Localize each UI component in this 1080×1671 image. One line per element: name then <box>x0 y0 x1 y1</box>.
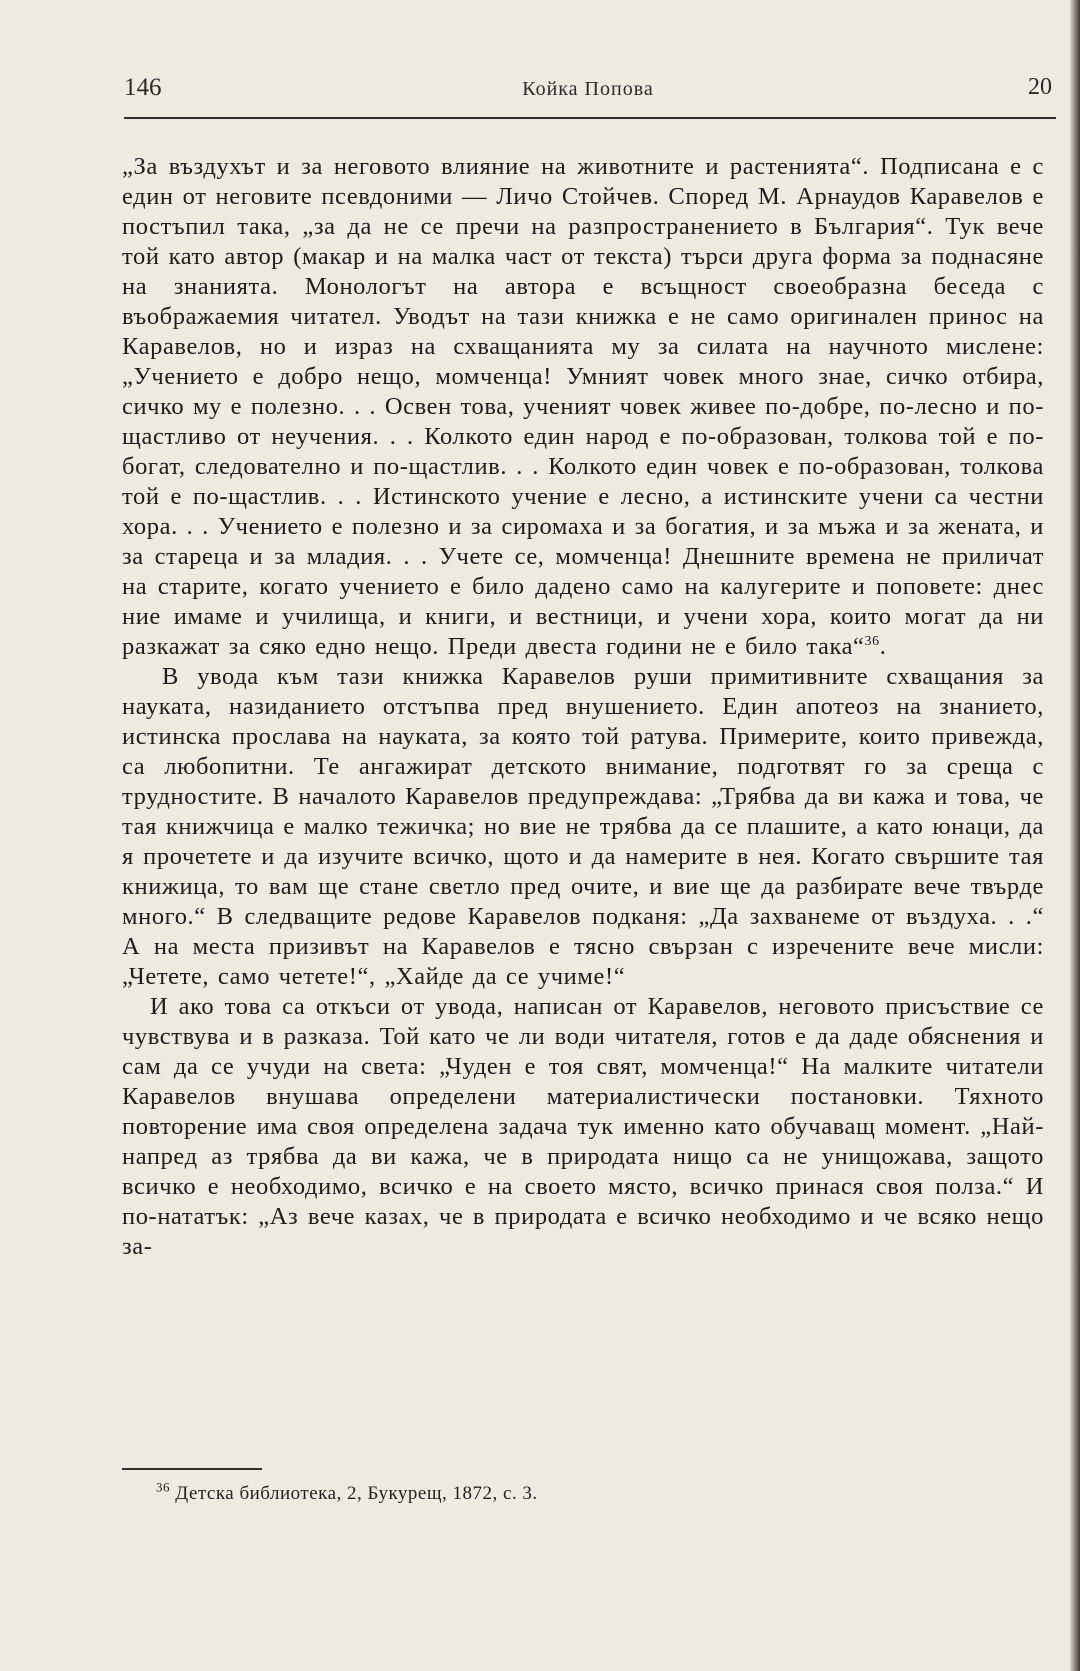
page-header <box>124 74 1052 110</box>
footnote-text: Детска библиотека, 2, Букурещ, 1872, с. 3. <box>175 1483 538 1504</box>
page-mark: 20 <box>1028 74 1052 100</box>
main-text <box>122 152 1044 1262</box>
paragraph-1: „За въздухът и за неговото влияние на животните и растенията“. Подписана е с един от неговите псевдоними — Личо Стойчев. Според М. Арнаудов Каравелов е постъпил така, „за да не се пречи на разпространението в България“. Тук вече той като автор (макар и на малка част от текста) търси друга форма за поднасяне на знанията. Монологът на автора е всъщност своеобразна беседа с въображаемия читател. Уводът на тази книжка е не само оригинален принос на Каравелов, но и израз на схващанията му за силата на научното мислене: „Учението е добро нещо, момченца! Умният човек много знае, сичко отбира, сичко му е полезно. . . Освен това, ученият човек живее по-добре, по-лесно и по-щастливо от неучения. . . Колкото един народ е по-образован, толкова той е по-богат, следователно и по-щастлив. . . Колкото един човек е по-образован, толкова той е по-щастлив. . . Истинското учение е лесно, а истинските учени са честни хора. . . Учението е полезно и за сиромаха и за богатия, и за мъжа и за жената, и за стареца и за младия. . . Учете се, момченца! Днешните времена не приличат на старите, когато учението е било дадено само на калугерите и поповете: днес ние имаме и училища, и книги, и вестници, и учени хора, които могат да ни разкажат за сяко едно нещо. Преди двеста години не е било така“$^{36}$. <box>122 153 1044 660</box>
running-head-author: Койка Попова <box>522 78 654 100</box>
paragraph-1-text: „За въздухът и за неговото влияние на животните и растенията“. Подписана е с един от неговите псевдоними — Личо Стойчев. Според М. Арнаудов Каравелов е постъпил така, „за да не се пречи на разпространението в България“. Тук вече той като автор (макар и на малка част от текста) търси друга форма за поднасяне на знанията. Монологът на автора е всъщност своеобразна беседа с въображаемия читател. Уводът на тази книжка е не само оригинален принос на Каравелов, но и израз на схващанията му за силата на научното мислене: „Учението е добро нещо, момченца! Умният човек много знае, сичко отбира, сичко му е полезно. . . Освен това, ученият човек живее по-добре, по-лесно и по-щастливо от неучения. . . Колкото един народ е по-образован, толкова той е по-богат, следователно и по-щастлив. . . Колкото един човек е по-образован, толкова той е по-щастлив. . . Истинското учение е лесно, а истинските учени са честни хора. . . Учението е полезно и за сиромаха и за богатия, и за мъжа и за жената, и за стареца и за младия. . . Учете се, момченца! Днешните времена не приличат на старите, когато учението е било дадено само на калугерите и поповете: днес ние имаме и училища, и книги, и вестници, и учени хора, които могат да ни разкажат за сяко едно нещо. Преди двеста години не е било така“ <box>122 153 1044 660</box>
paragraph-2: В увода към тази книжка Каравелов руши примитивните схващания за науката, назиданието отстъпва пред внушението. Един апотеоз на знанието, истинска прослава на науката, за която той ратува. Примерите, които привежда, са любопитни. Те ангажират детското внимание, подготвят го за среща с трудностите. В началото Каравелов предупреждава: „Трябва да ви кажа и това, че тая книжчица е малко тежичка; но вие не трябва да се плашите, а като юнаци, да я прочетете и да изучите всичко, щото и да намерите в нея. Когато свършите тая книжица, то вам ще стане светло пред очите, и вие ще да разбирате вече твърде много.“ В следващите редове Каравелов подканя: „Да захванеме от въздуха. . .“ А на места призивът на Каравелов е тясно свързан с изречените вече мисли: „Четете, само четете!“, „Хайде да се учиме!“ <box>122 663 1044 990</box>
footnote <box>156 1480 1036 1508</box>
footnote-rule <box>122 1468 262 1470</box>
paragraph-3: И ако това са откъси от увода, написан от Каравелов, неговото присъствие се чувствува и в разказа. Той като че ли води читателя, готов е да даде обяснения и сам да се учуди на света: „Чуден е тоя свят, момченца!“ На малките читатели Каравелов внушава определени материалистически постановки. Тяхното повторение има своя определена задача тук именно като обучаващ момент. „Най-напред аз трябва да ви кажа, че в природата нищо са не унищожава, защото всичко е необходимо, всичко е на своето място, всичко принася своя полза.“ И по-нататък: „Аз вече казах, че в природата е всичко необходимо и че всяко нещо за- <box>122 993 1044 1260</box>
header-rule <box>124 117 1056 119</box>
book-spine-edge <box>1070 0 1080 1671</box>
footnote-number: 36 <box>156 1479 170 1495</box>
footnote-reference: 36 <box>864 633 880 649</box>
page-number: 146 <box>124 74 162 101</box>
